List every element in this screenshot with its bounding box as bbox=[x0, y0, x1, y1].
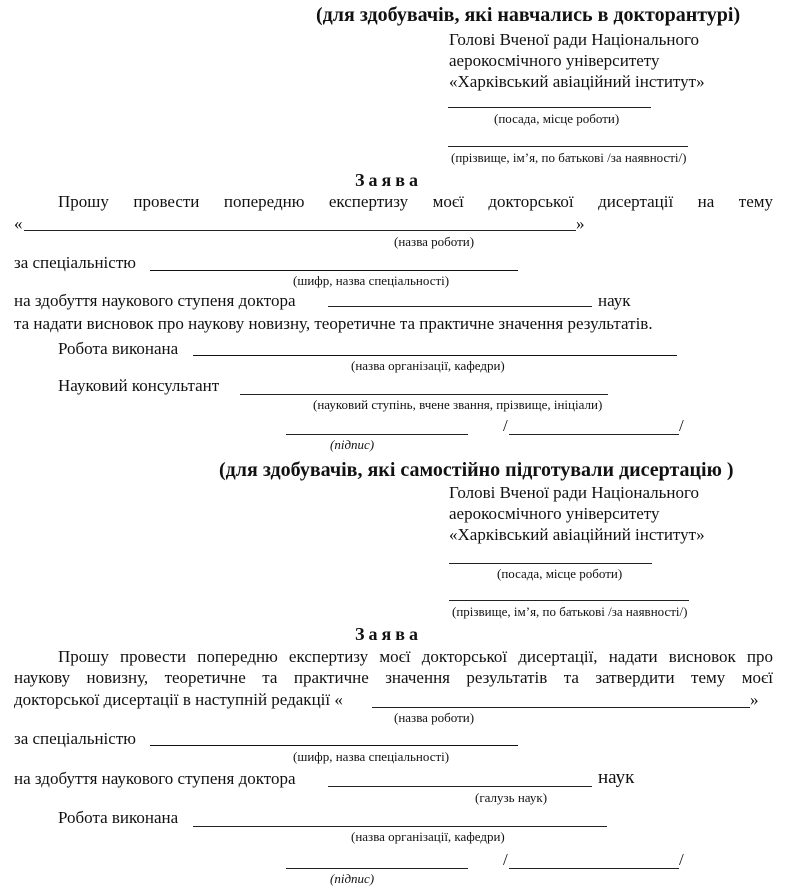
signature-field[interactable] bbox=[286, 434, 468, 435]
form2-request-line-3: докторської дисертації в наступній редакції « bbox=[14, 690, 343, 709]
position-field[interactable] bbox=[448, 107, 651, 108]
name-field[interactable] bbox=[448, 146, 688, 147]
organization-field[interactable] bbox=[193, 355, 677, 356]
addressee-line-3: «Харківський авіаційний інститут» bbox=[449, 525, 705, 544]
position-field[interactable] bbox=[449, 563, 652, 564]
specialty-caption: (шифр, назва спеціальності) bbox=[293, 273, 450, 288]
degree-label: на здобуття наукового ступеня доктора bbox=[14, 291, 296, 310]
consultant-caption: (науковий ступінь, вчене звання, прізвище, ініціали) bbox=[313, 397, 603, 412]
organization-caption: (назва організації, кафедри) bbox=[351, 358, 505, 373]
addressee-line-1: Голові Вченої ради Національного bbox=[449, 30, 700, 49]
form1-title: Заява bbox=[355, 170, 422, 190]
addressee-line-2: аерокосмічного університету bbox=[449, 51, 660, 70]
slash-right: / bbox=[679, 416, 684, 435]
degree-field[interactable] bbox=[328, 786, 592, 787]
specialty-caption: (шифр, назва спеціальності) bbox=[293, 749, 450, 764]
consultant-field[interactable] bbox=[240, 394, 608, 395]
position-caption: (посада, місце роботи) bbox=[497, 566, 623, 581]
work-title-caption: (назва роботи) bbox=[394, 234, 475, 249]
signature-caption: (підпис) bbox=[330, 871, 375, 886]
field-caption: (галузь наук) bbox=[475, 790, 548, 805]
addressee-line-3: «Харківський авіаційний інститут» bbox=[449, 72, 705, 91]
degree-suffix: наук bbox=[598, 767, 635, 788]
work-done-label: Робота виконана bbox=[58, 808, 179, 827]
degree-field[interactable] bbox=[328, 306, 592, 307]
work-title-caption: (назва роботи) bbox=[394, 710, 475, 725]
signature-name-field[interactable] bbox=[509, 434, 679, 435]
form2-title: Заява bbox=[355, 624, 422, 644]
quote-open: « bbox=[14, 214, 23, 233]
work-title-field[interactable] bbox=[24, 230, 576, 231]
specialty-label: за спеціальністю bbox=[14, 253, 136, 272]
work-title-field[interactable] bbox=[372, 707, 750, 708]
addressee-line-1: Голові Вченої ради Національного bbox=[449, 483, 700, 502]
degree-label: на здобуття наукового ступеня доктора bbox=[14, 769, 296, 788]
signature-name-field[interactable] bbox=[509, 868, 679, 869]
form2-heading: (для здобувачів, які самостійно підготували дисертацію ) bbox=[219, 459, 734, 481]
name-caption: (прізвище, ім’я, по батькові /за наявності/) bbox=[452, 604, 688, 619]
quote-close: » bbox=[576, 214, 585, 233]
work-done-label: Робота виконана bbox=[58, 339, 179, 358]
consultant-label: Науковий консультант bbox=[58, 376, 220, 395]
position-caption: (посада, місце роботи) bbox=[494, 111, 620, 126]
organization-field[interactable] bbox=[193, 826, 607, 827]
signature-caption: (підпис) bbox=[330, 437, 375, 452]
form2-request-line-1: Прошу провести попередню експертизу моєї докторської дисертації, надати висновок про bbox=[58, 647, 773, 666]
conclusion-line: та надати висновок про наукову новизну, теоретичне та практичне значення результатів. bbox=[14, 314, 653, 333]
form2-request-line-2: наукову новизну, теоретичне та практичне значення результатів та затвердити тему моєї bbox=[14, 668, 773, 687]
form1-heading: (для здобувачів, які навчались в докторантурі) bbox=[316, 4, 741, 26]
slash-left: / bbox=[503, 850, 508, 869]
specialty-field[interactable] bbox=[150, 270, 518, 271]
name-caption: (прізвище, ім’я, по батькові /за наявності/) bbox=[451, 150, 687, 165]
slash-right: / bbox=[679, 850, 684, 869]
slash-left: / bbox=[503, 416, 508, 435]
addressee-line-2: аерокосмічного університету bbox=[449, 504, 660, 523]
form1-request-line: Прошу провести попередню експертизу моєї докторської дисертації на тему bbox=[58, 192, 773, 211]
name-field[interactable] bbox=[449, 600, 689, 601]
quote-close: » bbox=[750, 690, 759, 709]
specialty-label: за спеціальністю bbox=[14, 729, 136, 748]
signature-field[interactable] bbox=[286, 868, 468, 869]
organization-caption: (назва організації, кафедри) bbox=[351, 829, 505, 844]
specialty-field[interactable] bbox=[150, 745, 518, 746]
degree-suffix: наук bbox=[598, 291, 631, 310]
